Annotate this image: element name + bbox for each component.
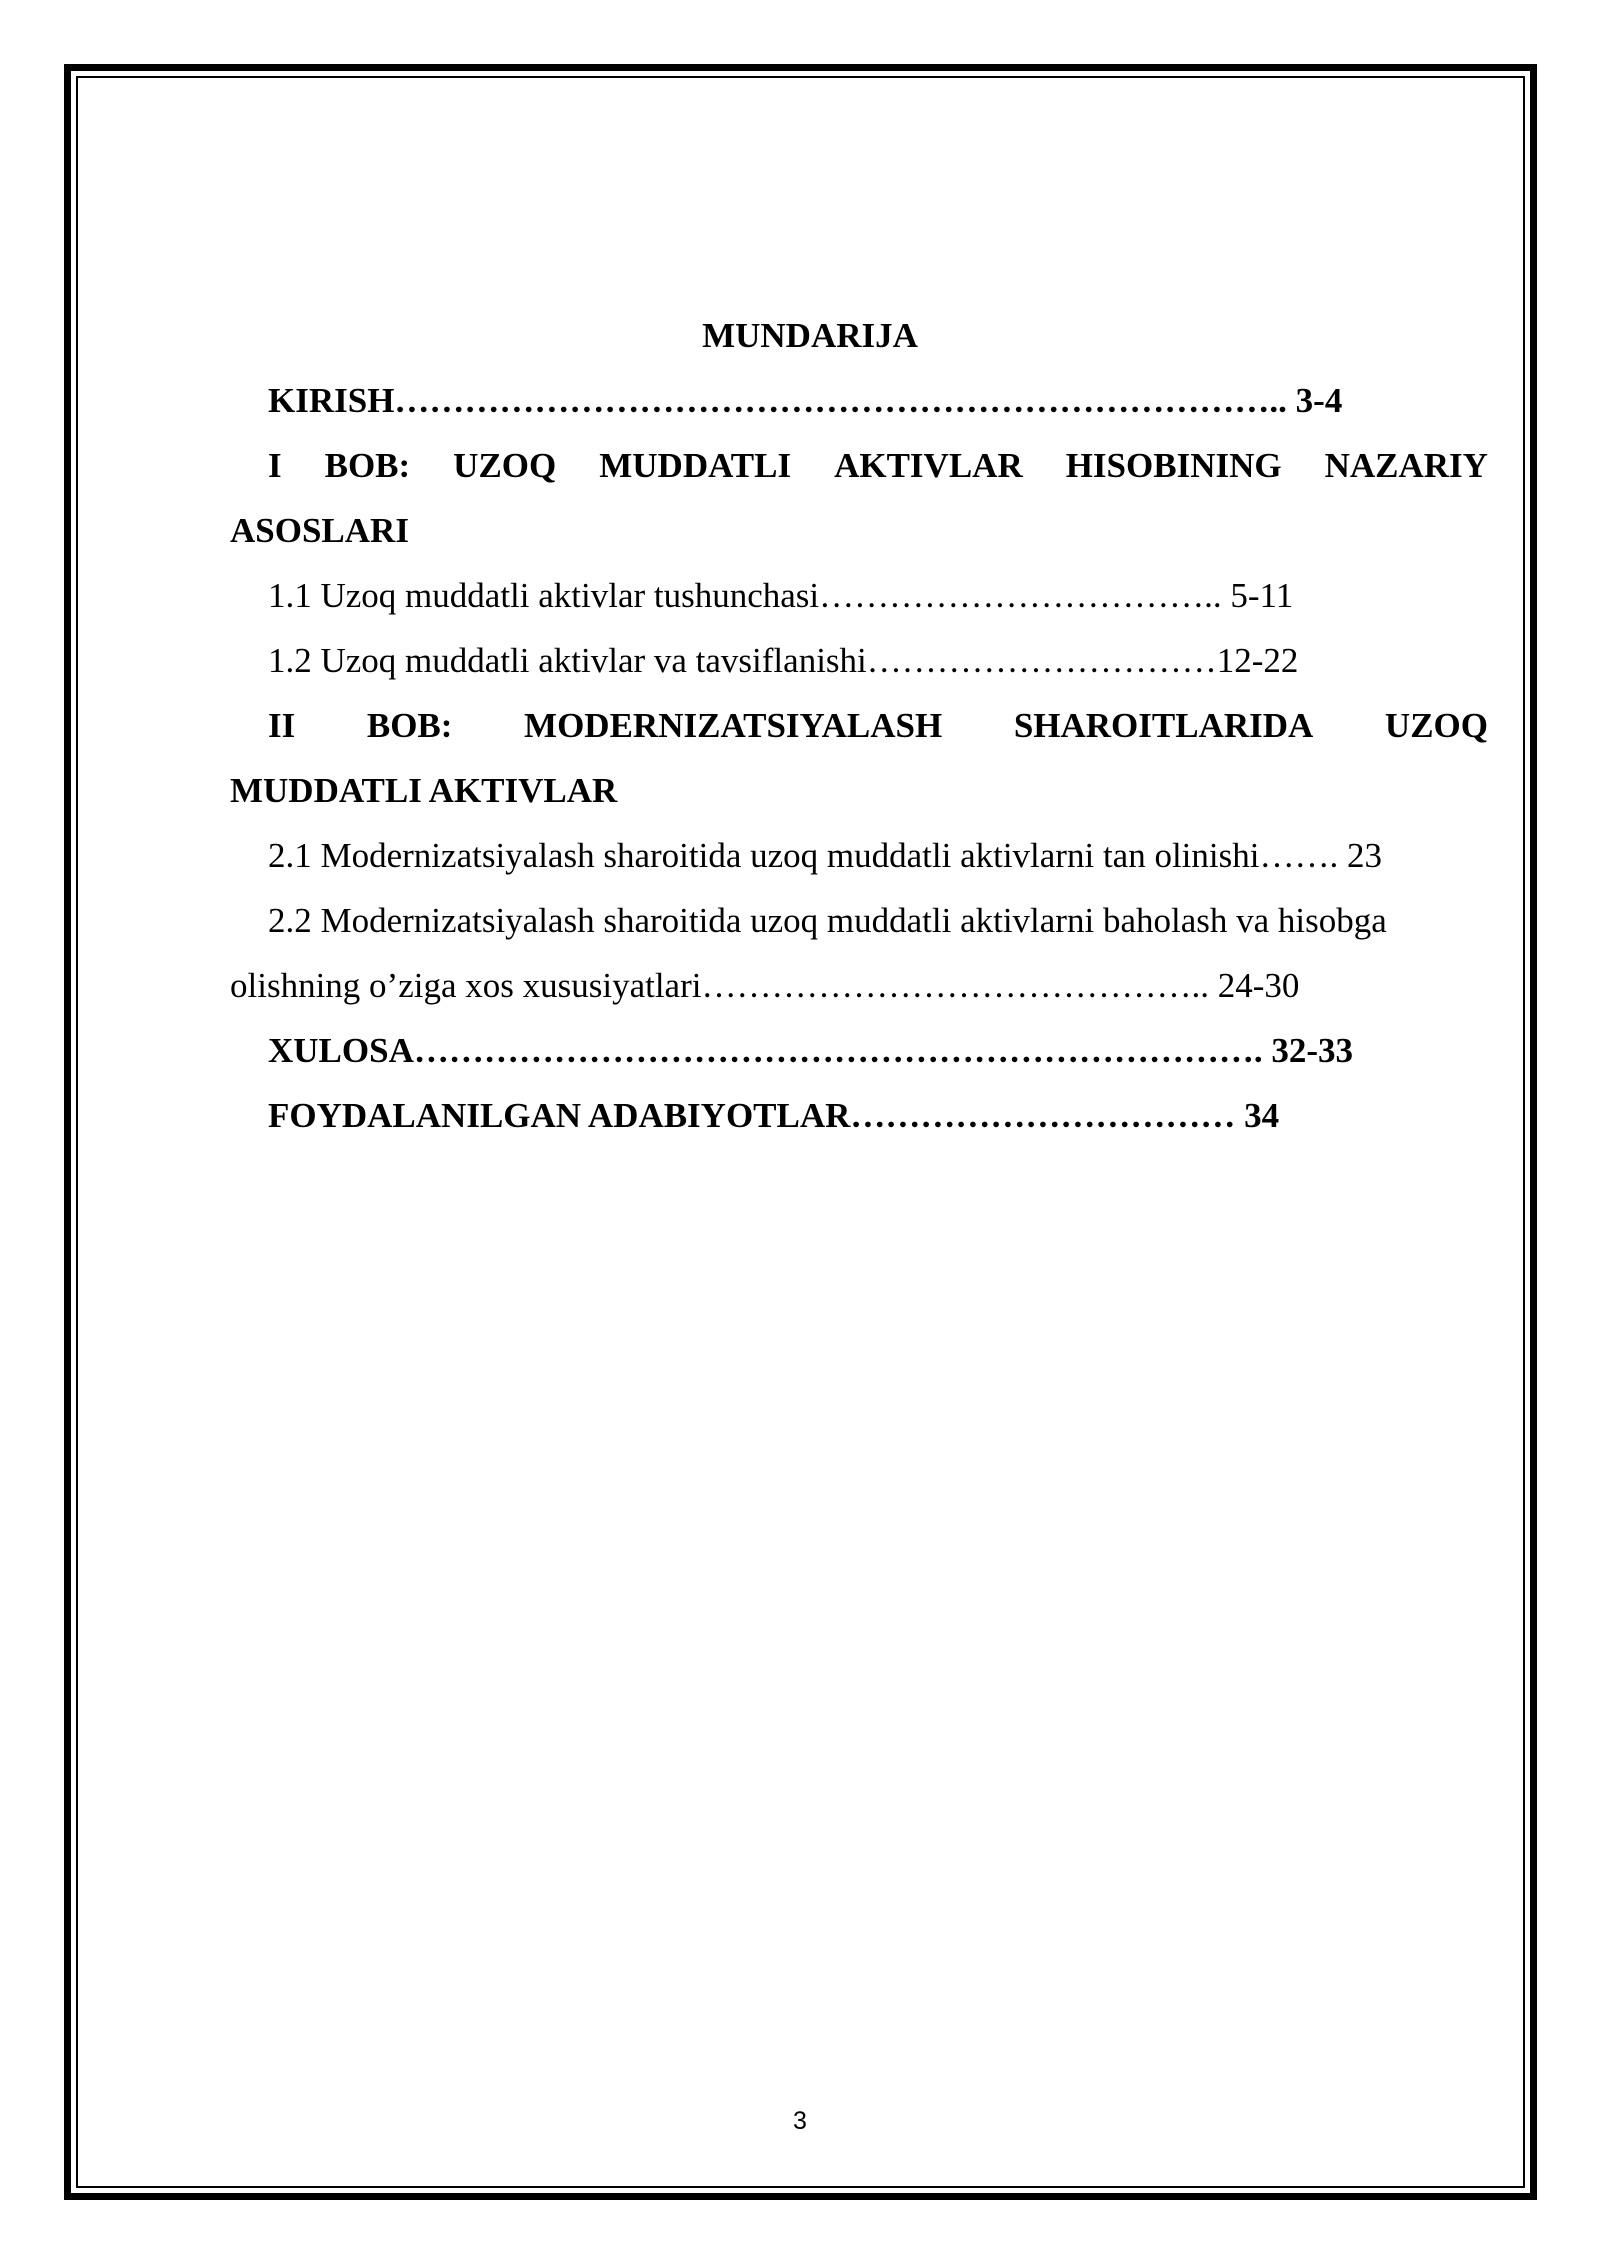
toc-section-1-1: 1.1 Uzoq muddatli aktivlar tushunchasi…………………………….. 5-11 (268, 576, 1294, 615)
toc-chapter-2-continuation: MUDDATLI AKTIVLAR (230, 771, 618, 810)
toc-entry-conclusion: XULOSA………………………………………………………………. 32-33 (268, 1031, 1354, 1070)
toc-chapter-2-heading (268, 704, 1488, 748)
toc-section-2-2-continuation: olishning o’ziga xos xususiyatlari…………………………………….. 24-30 (230, 966, 1300, 1005)
page-number: 3 (793, 2107, 807, 2135)
toc-chapter-1-word: MUDDATLI (599, 446, 792, 485)
toc-chapter-1-word: NAZARIY (1324, 446, 1488, 485)
toc-chapter-1-heading (268, 444, 1488, 488)
toc-chapter-1-word: I (268, 446, 282, 485)
toc-section-1-2: 1.2 Uzoq muddatli aktivlar va tavsiflanishi…………………………12-22 (268, 641, 1299, 680)
toc-chapter-2-word: BOB: (366, 706, 453, 745)
toc-entry-intro: KIRISH………………………………………………………………….. 3-4 (268, 381, 1343, 420)
toc-chapter-2-word: UZOQ (1384, 706, 1488, 745)
toc-section-2-1: 2.1 Modernizatsiyalash sharoitida uzoq muddatli aktivlarni tan olinishi……. 23 (268, 836, 1382, 875)
toc-chapter-1-word: AKTIVLAR (834, 446, 1023, 485)
toc-entry-references: FOYDALANILGAN ADABIYOTLAR…………………………… 34 (268, 1096, 1280, 1135)
toc-section-2-2: 2.2 Modernizatsiyalash sharoitida uzoq muddatli aktivlarni baholash va hisobga (268, 901, 1387, 940)
toc-chapter-1-word: BOB: (324, 446, 411, 485)
toc-title: MUNDARIJA (702, 316, 918, 355)
toc-chapter-1-word: HISOBINING (1065, 446, 1282, 485)
toc-chapter-1-continuation: ASOSLARI (230, 511, 409, 550)
toc-chapter-2-word: II (268, 706, 296, 745)
toc-chapter-2-word: SHAROITLARIDA (1013, 706, 1314, 745)
toc-chapter-1-word: UZOQ (453, 446, 557, 485)
toc-chapter-2-word: MODERNIZATSIYALASH (524, 706, 943, 745)
